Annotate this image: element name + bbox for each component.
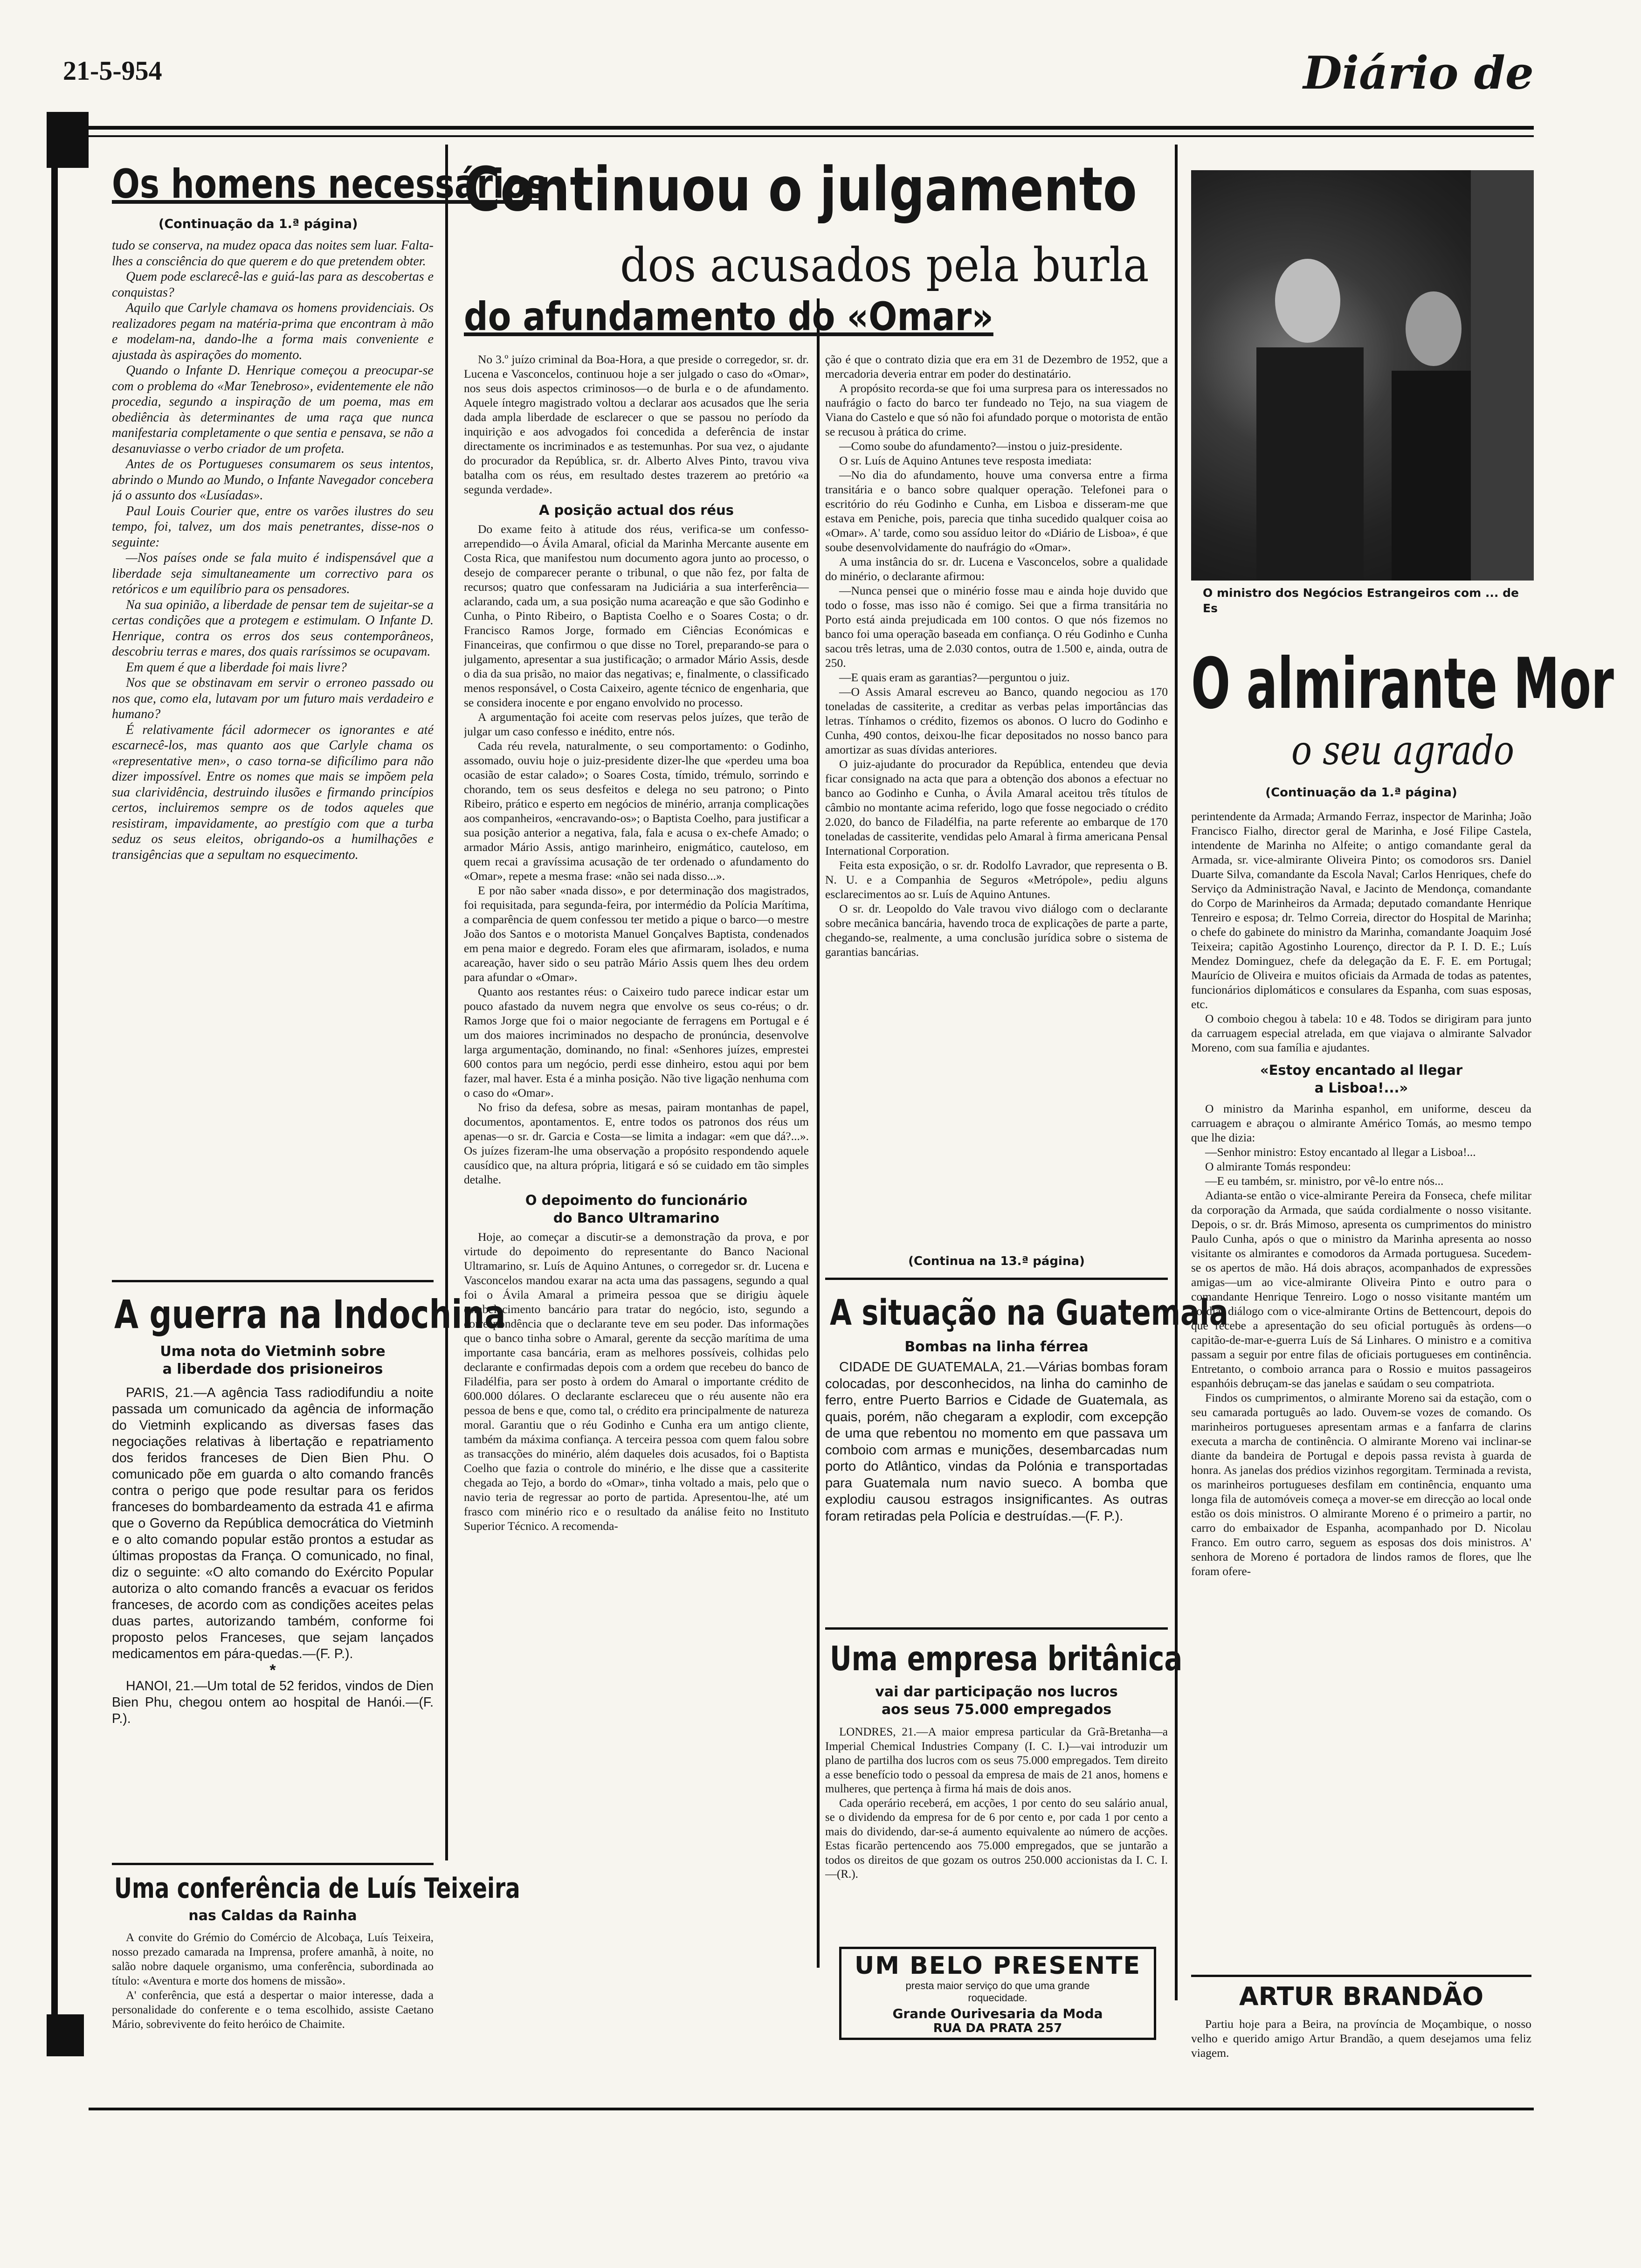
julgamento-para: Do exame feito à atitude dos réus, verifica-se um confesso-arrependido—o Ávila Amaral, oficial da Marinha Mercante ausente em Costa Rica, que manifestou num documento agora junto ao processo, o desejo de comparecer perante o tribunal, o que não fez, por falta de recursos; quatro que confessaram na Judiciária a sua interferência—aclarando, cada um, a sua posição numa acareação e que são Godinho e Cunha, o Pinto Ribeiro, o Baptista Coelho e o Soares Costa; o dr. Francisco Ramos Jorge, formado em Ciências Económicas e Financeiras, que confirmou o que disse no Torel, preparando-se para o julgamento, apresentar a sua justificação; o armador Mário Assis, desde o dia da sua prisão, no maior das negativas; e, finalmente, o classificado menos responsável, o Costa Caixeiro, agente técnico de engenharia, que se considera inocente e por engano envolvido no processo. (464, 522, 809, 709)
empresa-para: LONDRES, 21.—A maior empresa particular da Grã-Bretanha—a Imperial Chemical Industries Company (I. C. I.)—vai introduzir um plano de partilha dos lucros com os seus 75.000 empregados. Tem direito a esse benefício todo o pessoal da empresa de mais de 21 anos, homens e mulheres, que pertença à firma há mais de dois anos. (825, 1726, 1168, 1795)
julgamento-para: O juiz-ajudante do procurador da República, entendeu que devia ficar consignado na acta que para a obtenção dos abonos a efectuar no banco ao Godinho e Cunha, o Ávila Amaral aceitou três títulos de câmbio no montante acima referido, logo que fosse negociado o crédito 2.020, do banco de Filadélfia, na parte referente ao embarque de 170 toneladas de cassiterite, vendidas pelo Amaral à firma americana Pensal International Corporation. (825, 757, 1168, 857)
top-rule (89, 126, 1534, 130)
conferencia-subtitle: nas Caldas da Rainha (188, 1908, 357, 1924)
advert-line: roquecidade. (968, 1992, 1027, 2004)
homens-para: Quem pode esclarecê-las e guiá-las para as descobertas e conquistas? (112, 270, 434, 300)
empresa-subtitle-2: aos seus 75.000 empregados (881, 1701, 1112, 1718)
julgamento-continues: (Continua na 13.ª página) (908, 1254, 1085, 1268)
almirante-para: O comboio chegou à tabela: 10 e 48. Todos se dirigiram para junto da carruagem especial atrelada, em que viajava o almirante Salvador Moreno, com sua família e ajudantes. (1191, 1012, 1531, 1054)
julgamento-para: No friso da defesa, sobre as mesas, pairam montanhas de papel, documentos, apontamentos. E, entre todos os patronos dos réus um apenas—o sr. dr. Garcia e Costa—se limita a indagar: «em que dá?...». Os juízes fizeram-lhe uma observação a propósito respondendo aquele causídico que, na altura própria, litigará e só se cuidado em tão simples detalhe. (464, 1100, 809, 1186)
page-date: 21-5-954 (63, 55, 162, 86)
col-divider-3 (1175, 145, 1178, 2000)
julgamento-subtitle: dos acusados pela burla (620, 238, 1149, 292)
julgamento-para: Quanto aos restantes réus: o Caixeiro tudo parece indicar estar um pouco afastado da nuvem negra que envolve os seus co-réus; o dr. Ramos Jorge que foi o maior negociante de ferragens em Portugal e é um dos maiores incriminados no despacho de pronúncia, desenvolve larga argumentação, dominando, no final: «Senhores juízes, emprestei 600 contos para um negócio, perdi esse dinheiro, estou aqui por bem fazer, mal haver. Esta é a minha posição. Não tive ligação nenhuma com o caso do «Omar». (464, 985, 809, 1099)
brandao-body (1191, 2017, 1531, 2082)
almirante-para: —Senhor ministro: Estoy encantado al llegar a Lisboa!... (1205, 1145, 1476, 1159)
conferencia-body (112, 1930, 434, 2164)
empresa-para: Cada operário receberá, em acções, 1 por cento do seu salário anual, se o dividendo da empresa for de 6 por cento e, por cada 1 por cento a mais do dividendo, dar-se-á aumento equivalente ao número de acções. Estas ficarão pertencendo aos 75.000 empregados, que se juntarão a todos os direitos de que gozam os outros 250.000 accionistas da I. C. I.—(R.). (825, 1797, 1168, 1881)
homens-para: Quando o Infante D. Henrique começou a preocupar-se com o problema do «Mar Tenebroso», evidentemente ele não procedia, segundo a inspiração de um poema, mas em obediência às determinantes de uma raça que nunca manifestaria completamente o que sentia e pensava, se não a desanuviasse o verbo criador de um profeta. (112, 363, 434, 456)
guatemala-title: A situação na Guatemala (830, 1292, 1228, 1333)
conferencia-rule (112, 1863, 434, 1865)
guatemala-rule (825, 1278, 1168, 1280)
bottom-rule (89, 2108, 1534, 2110)
guatemala-body (825, 1359, 1168, 1625)
julgamento-heading: do Banco Ultramarino (553, 1210, 720, 1226)
homens-para: Antes de os Portugueses consumarem os seus intentos, abrindo o Mundo ao Mundo, o Infante Navegador concebera já o assunto dos «Lusíadas». (112, 457, 434, 503)
julgamento-para: —E quais eram as garantias?—perguntou o juiz. (839, 671, 1070, 684)
empresa-title: Uma empresa britânica (830, 1639, 1183, 1678)
left-margin-rule (51, 168, 58, 2033)
almirante-para: perintendente da Armada; Armando Ferraz, inspector de Marinha; João Francisco Fialho, director geral de Marinha, e José Filipe Castela, intendente de Marinha no Alfeite; o antigo comandante geral da Armada, sr. vice-almirante Oliveira Pinto; os comodoros srs. Daniel Duarte Silva, comandante da Escola Naval; Carlos Henriques, chefe do Serviço da Administração Naval, e Jacinto de Mendonça, comandante do Corpo de Marinheiros da Armada; deputado comandante Henrique Tenreiro e esposa; dr. Telmo Correia, director do Hospital de Marinha; o chefe do gabinete do ministro da Marinha, comandante Joaquim José Teixeira; capitão Agostinho Lourenço, director da P. I. D. E.; Luís Mendez Dominguez, chefe da delegação da E. F. E. em Portugal; Maurício de Oliveira e muitos oficiais da Armada de todas as patentes, funcionários diplomáticos e consulares da Espanha, com suas esposas, etc. (1191, 809, 1531, 1011)
julgamento-heading: A posição actual dos réus (539, 502, 734, 518)
homens-para: É relativamente fácil adormecer os ignorantes e até escarnecê-los, mas quanto aos que Carlyle chama os «representative men», o caso torna-se dificílimo para não dizer impossível. Entre os nomes que mais se impõem pela sua clarividência, destruindo ilusões e firmando princípios certos, incluiremos sempre os de todos aqueles que resistiram, impavidamente, ao prestígio com que a turba seduz os seus eleitos, obrigando-os a humilhações e transigências que a sepultam no esquecimento. (112, 722, 434, 862)
julgamento-para: A uma instância do sr. dr. Lucena e Vasconcelos, sobre a qualidade do minério, o declarante afirmou: (825, 555, 1168, 583)
advert-address: RUA DA PRATA 257 (933, 2021, 1062, 2035)
masthead: Diário de (1303, 47, 1534, 99)
homens-para: Em quem é que a liberdade foi mais livre? (126, 660, 347, 675)
homens-para: Nos que se obstinavam em servir o erroneo passado ou nos que, como ela, lutavam por um futuro mais verdadeiro e humano? (112, 676, 434, 721)
julgamento-column-1 (464, 352, 809, 2012)
brandao-title: ARTUR BRANDÃO (1239, 1982, 1484, 2011)
guatemala-para: CIDADE DE GUATEMALA, 21.—Várias bombas foram colocadas, por desconhecidos, na linha do caminho de ferro, entre Puerto Barrios e Cidade de Guatemala, as quais, porém, não chegaram a explodir, com excepção de uma que rebentou no momento em que passava um comboio com armas e munições, desembarcadas num porto do Atlântico, vindas da Polónia e transportadas para Guatemala num navio sueco. A bomba que explodiu causou estragos insignificantes. As outras foram retiradas pela Polícia e destruídas.—(F. P.). (825, 1360, 1168, 1524)
almirante-para: —E eu também, sr. ministro, por vê-lo entre nós... (1205, 1174, 1444, 1188)
julgamento-subtitle-2: do afundamento do «Omar» (464, 294, 993, 339)
almirante-para: Adianta-se então o vice-almirante Pereira da Fonseca, chefe militar da corporação da Armada, que saúda cordialmente o nosso visitante. Depois, o sr. dr. Brás Mimoso, apresenta os cumprimentos do ministro Paulo Cunha, após o que o ministro da Marinha apresenta ao nosso visitante os almirantes e comodoros da Armada portuguesa. Sucedem-se os apertos de mão. Há dois abraços, acompanhados de expressões amigas—um ao vice-almirante Oliveira Pinto e outro para o comandante Henrique Tenreiro. Logo o nosso visitante mantém um cordial diálogo com o vice-almirante Ortins de Bettencourt, depois do que recebe a apresentação do seu oficial português às ordens—o capitão-de-mar-e-guerra Luís de Sá Linhares. O ministro e a comitiva passam a seguir por entre filas de oficiais portugueses em continência. Entretanto, o comboio arranca para o Rossio e muitos passageiros espanhóis debruçam-se das janelas e saúdam o seu compatriota. (1191, 1189, 1531, 1390)
brandao-rule (1191, 1975, 1531, 1977)
conferencia-para: A' conferência, que está a despertar o maior interesse, dada a personalidade do conferente e o tema escolhido, assiste Caetano Mário, sobrevivente do feito heróico de Chaimite. (112, 1989, 434, 2031)
julgamento-para: No 3.º juízo criminal da Boa-Hora, a que preside o corregedor, sr. dr. Lucena e Vasconcelos, continuou hoje a ser julgado o caso do «Omar», nos seus dois aspectos criminosos—o de burla e o de afundamento. Aquele íntegro magistrado voltou a declarar aos acusados que lhe seria dada ampla liberdade de esclarecer o que se passou no período da inquirição e aos advogados foi concedida a deferência de instar directamente os incriminados e as testemunhas. Por sua vez, o ajudante do procurador da República, sr. dr. Alberto Alves Pinto, travou viva batalha com os réus, em resultado destes trazerem ao pretório «a segunda verdade». (464, 353, 809, 496)
julgamento-para: O sr. dr. Leopoldo do Vale travou vivo diálogo com o declarante sobre mecânica bancária, havendo troca de explicações de parte a parte, chegando-se, realmente, a uma conclusão jurídica sobre o sistema de garantias bancárias. (825, 902, 1168, 959)
col-divider-2 (817, 298, 820, 1968)
advert-line: presta maior serviço do que uma grande (905, 1980, 1090, 1991)
empresa-rule (825, 1627, 1168, 1630)
empresa-subtitle-1: vai dar participação nos lucros (875, 1684, 1118, 1700)
almirante-heading: «Estoy encantado al llegar (1260, 1062, 1463, 1078)
photo-caption: O ministro dos Negócios Estrangeiros com ... de Es (1203, 586, 1519, 615)
conferencia-para: A convite do Grémio do Comércio de Alcobaça, Luís Teixeira, nosso prezado camarada na Imprensa, profere amanhã, à noite, no salão nobre daquele organismo, uma conferência, subordinada ao título: «Aventura e morte dos homens de missão». (112, 1931, 434, 1987)
homens-para: Na sua opinião, a liberdade de pensar tem de sujeitar-se a certas condições que a protegem e estimulam. O Infante D. Henrique, contra os erros dos seus contemporâneos, descobriu terras e mares, dos quais raríssimos se ocupavam. (112, 597, 434, 659)
conferencia-title: Uma conferência de Luís Teixeira (114, 1872, 520, 1905)
jewellery-advert (839, 1947, 1156, 2040)
julgamento-title: Continuou o julgamento (464, 154, 1137, 225)
separator-star: * (269, 1661, 276, 1679)
indochina-rule (112, 1280, 434, 1282)
homens-para: —Nos países onde se fala muito é indispensável que a liberdade seja simultaneamente um correctivo para os retóricos e um equilíbrio para os pensadores. (112, 551, 434, 596)
julgamento-para: ção é que o contrato dizia que era em 31 de Dezembro de 1952, que a mercadoria deveria entrar em poder do destinatário. (825, 353, 1168, 380)
homens-para: Aquilo que Carlyle chamava os homens providenciais. Os realizadores pegam na matéria-prima que encontram à mão e modelam-na, dando-lhe a forma mais conveniente e ajustada às aspirações do momento. (112, 301, 434, 362)
advert-shop: Grande Ourivesaria da Moda (892, 2006, 1103, 2021)
julgamento-column-2 (825, 352, 1168, 1252)
indochina-title: A guerra na Indochina (114, 1292, 506, 1337)
julgamento-heading: O depoimento do funcionário (525, 1192, 748, 1208)
brandao-para: Partiu hoje para a Beira, na província de Moçambique, o nosso velho e querido amigo Artur Brandão, a quem desejamos uma feliz viagem. (1191, 2017, 1531, 2060)
julgamento-para: —Como soube do afundamento?—instou o juiz-presidente. (839, 439, 1123, 453)
col-divider-1 (445, 145, 448, 1860)
homens-para: tudo se conserva, na mudez opaca das noites sem luar. Falta-lhes a consciência do que querem e do que pretendem obter. (112, 238, 434, 269)
homens-continuation: (Continuação da 1.ª página) (159, 217, 358, 231)
julgamento-para: Feita esta exposição, o sr. dr. Rodolfo Lavrador, que representa o B. N. U. e a Companhia de Seguros «Metrópole», pediu alguns esclarecimentos ao sr. Luís de Aquino Antunes. (825, 858, 1168, 901)
almirante-subtitle: o seu agrado (1291, 727, 1515, 774)
top-rule-thin (89, 135, 1534, 137)
almirante-para: O almirante Tomás respondeu: (1205, 1160, 1351, 1173)
julgamento-para: Cada réu revela, naturalmente, o seu comportamento: o Godinho, assomado, ouviu hoje o juiz-presidente dizer-lhe que «perdeu uma boa ocasião de estar calado»; o Soares Costa, tímido, trémulo, sorrindo e chorando, tem os seus desfeitos e delega no seu patrono; o Pinto Ribeiro, prático e esperto em negócios de minério, arranja complicações aos companheiros, «encravando-os»; o Baptista Coelho, para justificar a sua posição anterior a negativa, fala, fala e acusa o ex-chefe Amado; o armador Mário Assis, antigo marinheiro, enigmático, cauteloso, em quem recai a gravíssima acusação de ter ordenado o afundamento do «Omar», repete a mesma frase: «não sei nada disso...». (464, 739, 809, 883)
almirante-para: O ministro da Marinha espanhol, em uniforme, desceu da carruagem e abraçou o almirante Américo Tomás, ao mesmo tempo que lhe dizia: (1191, 1102, 1531, 1144)
julgamento-para: Hoje, ao começar a discutir-se a demonstração da prova, e por virtude do depoimento do representante do Banco Nacional Ultramarino, sr. Luís de Aquino Antunes, o corregedor sr. dr. Lucena e Vasconcelos mandou exarar na acta uma das passagens, segundo a qual foi o Ávila Amaral a primeira pessoa que se dirigiu àquele estabelecimento bancário para tratar do negócio, isto, segundo a correspondência que o declarante teve em seu poder. Das informações que o banco tinha sobre o Amaral, gerente da secção marítima de uma importante casa bancária, eram as melhores possíveis, colhidas pelo declarante e confirmadas depois com a ordem que recebeu do banco de Filadélfia, para ser posto à ordem do Amaral o importante crédito de 600.000 dólares. O declarante esclareceu que o réu ausente não era pessoa de bens e que, como tal, o crédito era principalmente de natureza moral. Garantiu que o réu Godinho e Cunha era um antigo cliente, também da máxima confiança. A terceira pessoa com quem falou sobre as transacções do minério, além daqueles dois acusados, foi o Baptista Coelho que fazia o controle do minério, e lhe disse que a cassiterite chegada ao Tejo, a bordo do «Omar», tinha voltado a mais, pelo que o navio teria de regressar ao porto de partida. Apresentou-lhe, até um frasco com minério rico e o resultado da análise feito no Instituto Superior Técnico. A recomenda- (464, 1230, 809, 1533)
left-black-bar (47, 112, 89, 168)
homens-para: Paul Louis Courier que, entre os varões ilustres do seu tempo, foi, talvez, um dos mais penetrantes, disse-nos o seguinte: (112, 504, 434, 550)
julgamento-para: O sr. Luís de Aquino Antunes teve resposta imediata: (839, 454, 1092, 467)
indochina-subtitle-1: Uma nota do Vietminh sobre (160, 1343, 386, 1360)
indochina-para: HANOI, 21.—Um total de 52 feridos, vindos de Dien Bien Phu, chegou ontem ao hospital de Hanói.—(F. P.). (112, 1679, 434, 1726)
julgamento-para: A argumentação foi aceite com reservas pelos juízes, que terão de julgar um caso confesso e inédito, entre nós. (464, 710, 809, 738)
homens-body (112, 238, 434, 1282)
advert-title: UM BELO PRESENTE (855, 1952, 1141, 1980)
almirante-title: O almirante Mor (1191, 643, 1614, 725)
julgamento-para: —Nunca pensei que o minério fosse mau e ainda hoje duvido que todo o fosse, mas isso não é comigo. Sei que a firma transitária no Porto está ainda prejudicada em 100 contos. O que nós fizemos no banco foi uma operação baseada em confiança. O réu Godinho e Cunha sacou três letras, uma de 2.030 contos, outra de 1.500 e, ainda, outra de 250. (825, 584, 1168, 670)
julgamento-para: —No dia do afundamento, houve uma conversa entre a firma transitária e o banco sobre qualquer operação. Telefonei para o escritório do réu Godinho e Cunha, em Lisboa e disseram-me que estava em Peniche, pois, parecia que tinha sucedido qualquer coisa ao «Omar». A' tarde, como sou assíduo leitor do «Diário de Lisboa», é que soube desenvolvidamente do naufrágio do «Omar». (825, 468, 1168, 554)
indochina-subtitle-2: a liberdade dos prisioneiros (162, 1361, 383, 1377)
julgamento-para: A propósito recorda-se que foi uma surpresa para os interessados no naufrágio o facto do barco ter fundeado no Tejo, na sua viagem de Viana do Castelo e que só não foi afundado porque o motorista de então se recusou à prática do crime. (825, 381, 1168, 438)
photo-figures (1191, 170, 1534, 581)
homens-title: Os homens necessários (112, 161, 546, 207)
almirante-body (1191, 809, 1531, 1970)
almirante-continuation: (Continuação da 1.ª página) (1265, 786, 1457, 800)
julgamento-para: E por não saber «nada disso», e por determinação dos magistrados, foi requisitada, para segunda-feira, por intermédio da Polícia Marítima, a comparência de quem confessou ter metido a pique o barco—o mestre João dos Santos e o motorista Manuel Gonçalves Baptista, condenados em pena maior e degredo. Foram eles que afirmaram, isolados, e numa acareação, haver sido o seu patrão Mário Assis quem lhes deu ordem para afundar o «Omar». (464, 884, 809, 984)
ministers-photo (1191, 170, 1534, 581)
indochina-body (112, 1385, 434, 1860)
left-black-bar-bottom (47, 2014, 84, 2056)
almirante-heading: a Lisboa!...» (1314, 1080, 1408, 1096)
julgamento-para: —O Assis Amaral escreveu ao Banco, quando negociou as 170 toneladas de cassiterite, a creditar as verbas pelas importâncias das letras. Tínhamos o crédito, fizemos os abonos. O lucro do Godinho e Cunha, 490 contos, deixou-lhe ficar depositados no nosso banco para amortizar as suas dívidas anteriores. (825, 685, 1168, 756)
indochina-para: PARIS, 21.—A agência Tass radiodifundiu a noite passada um comunicado da agência de informação do Vietminh explicando as diversas fases das negociações relativas à libertação e repatriamento dos feridos franceses de Dien Bien Phu. O comunicado põe em guarda o alto comando francês contra o perigo que pode resultar para os feridos franceses do bombardeamento da estrada 41 e afirma que o Governo da República democrática do Vietminh e o alto comando popular estão prontos a estudar as últimas propostas da França. O comunicado, no final, diz o seguinte: «O alto comando do Exército Popular autoriza o alto comando francês a evacuar os feridos franceses, de acordo com as condições aceites pelas duas partes, autorizando também, conforme foi proposto pelos Franceses, que sejam lançados medicamentos em pára-quedas.—(F. P.). (112, 1385, 434, 1661)
empresa-body (825, 1725, 1168, 1937)
guatemala-subtitle: Bombas na linha férrea (904, 1339, 1089, 1355)
almirante-para: Findos os cumprimentos, o almirante Moreno sai da estação, com o seu camarada português ao lado. Ouvem-se vozes de comando. Os marinheiros portugueses apresentam armas e a fanfarra de clarins executa a marcha de continência. O almirante Moreno vai inclinar-se diante da bandeira de Portugal e depois passa revista à guarda de honra. As janelas dos prédios vizinhos regorgitam. Terminada a revista, os marinheiros portugueses desfilam em continência, enquanto uma longa fila de automóveis começa a mover-se em direcção ao local onde estão os dois ministros. O almirante Moreno é o primeiro a partir, no carro do embaixador de Espanha, acompanhado por D. Nicolau Franco. Em outro carro, seguem as esposas dos dois ministros. A' senhora de Moreno é portadora de lindos ramos de flores, que lhe foram ofere- (1191, 1391, 1531, 1578)
